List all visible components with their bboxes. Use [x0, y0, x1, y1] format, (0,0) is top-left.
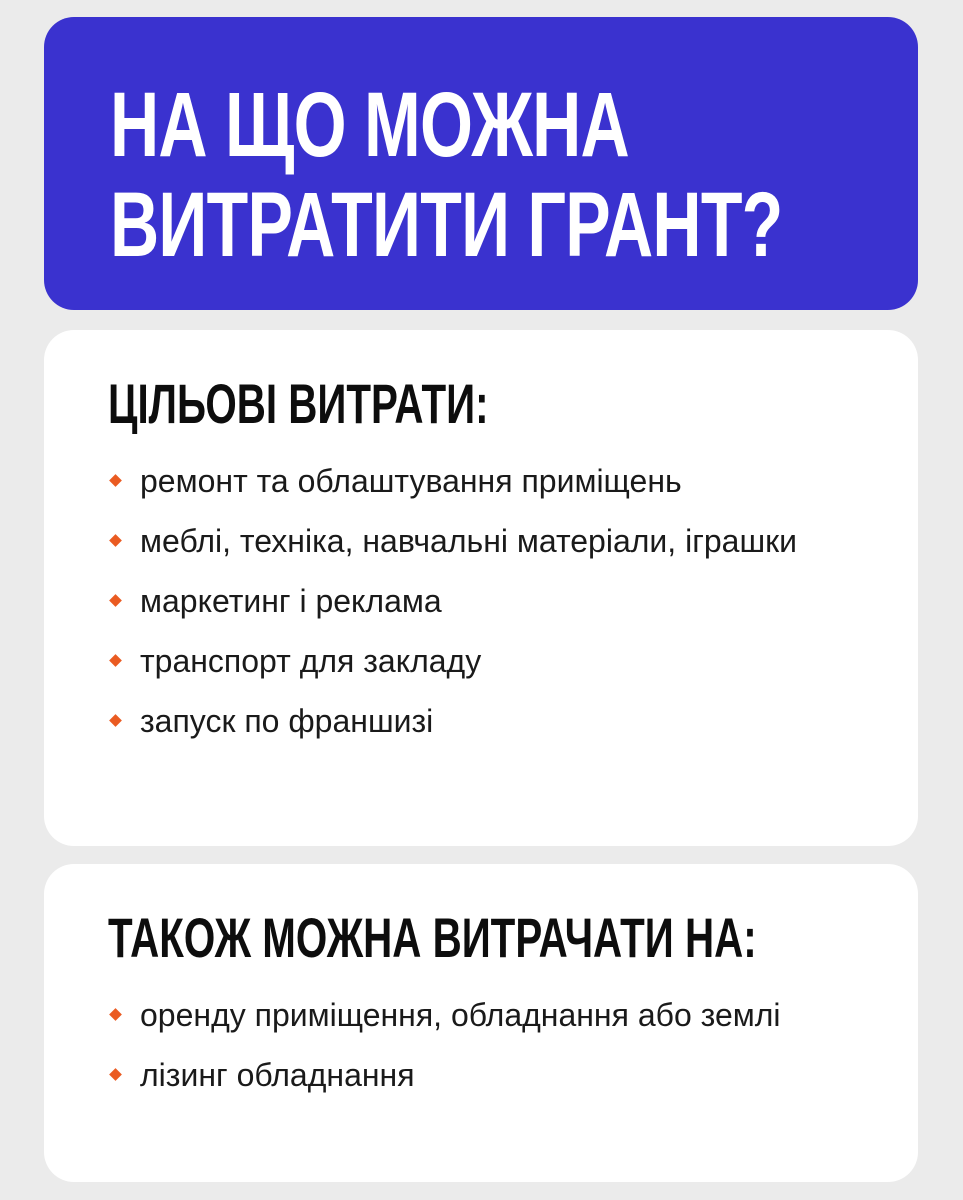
page-title-line-1: НА ЩО МОЖНА — [110, 74, 629, 176]
list-item-text: оренду приміщення, обладнання або землі — [140, 997, 781, 1033]
also-expenses-title: ТАКОЖ МОЖНА ВИТРАЧАТИ НА: — [108, 906, 757, 969]
diamond-bullet-icon — [109, 1008, 122, 1021]
page-title-line-2: ВИТРАТИТИ ГРАНТ? — [110, 174, 783, 276]
targeted-expenses-list — [108, 460, 918, 742]
list-item-text: лізинг обладнання — [140, 1057, 415, 1093]
list-item-text: ремонт та облаштування приміщень — [140, 463, 682, 499]
list-item — [108, 994, 840, 1036]
list-item-text: транспорт для закладу — [140, 643, 482, 679]
list-item — [108, 580, 840, 622]
list-item — [108, 520, 840, 562]
diamond-bullet-icon — [109, 594, 122, 607]
also-expenses-list — [108, 994, 918, 1096]
diamond-bullet-icon — [109, 654, 122, 667]
diamond-bullet-icon — [109, 534, 122, 547]
list-item-text: запуск по франшизі — [140, 703, 434, 739]
diamond-bullet-icon — [109, 474, 122, 487]
list-item — [108, 700, 840, 742]
list-item — [108, 640, 840, 682]
list-item — [108, 1054, 840, 1096]
also-expenses-card — [44, 864, 918, 1182]
page-title — [110, 74, 783, 276]
targeted-expenses-title: ЦІЛЬОВІ ВИТРАТИ: — [108, 372, 489, 435]
targeted-expenses-card — [44, 330, 918, 846]
list-item — [108, 460, 840, 502]
diamond-bullet-icon — [109, 1068, 122, 1081]
diamond-bullet-icon — [109, 714, 122, 727]
list-item-text: меблі, техніка, навчальні матеріали, іграшки — [140, 523, 797, 559]
header-card — [44, 17, 918, 310]
list-item-text: маркетинг і реклама — [140, 583, 442, 619]
